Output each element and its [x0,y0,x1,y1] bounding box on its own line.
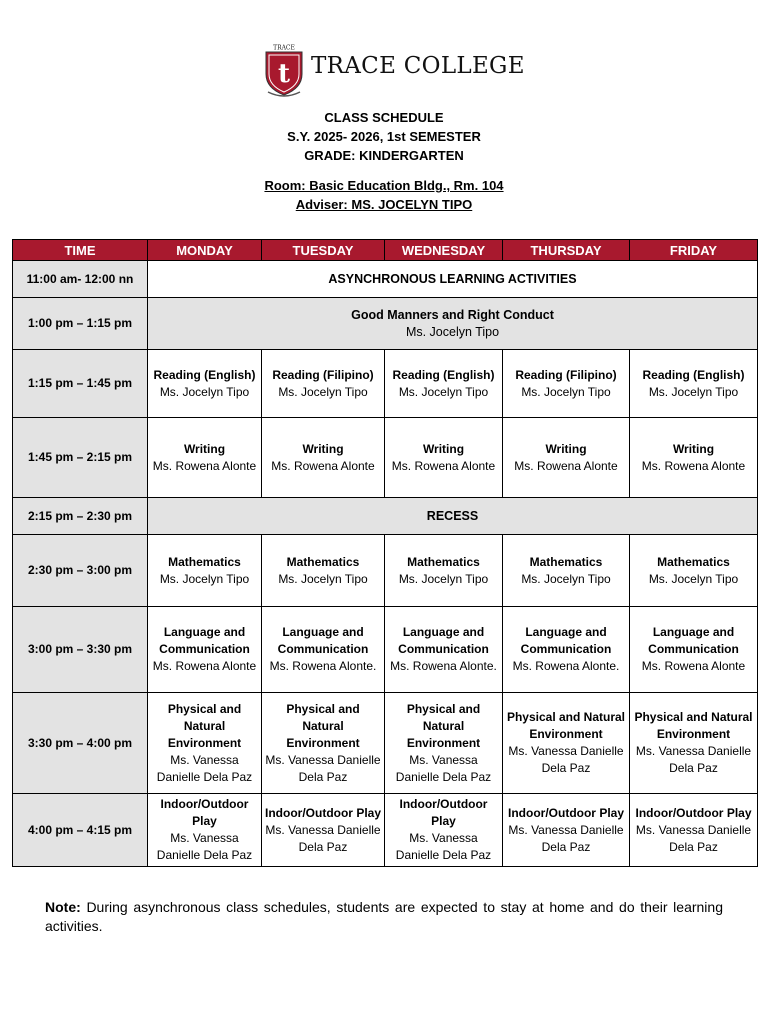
schedule-title: CLASS SCHEDULE [324,110,444,125]
teacher-name: Ms. Vanessa Danielle Dela Paz [395,831,492,862]
subject-name: Mathematics [286,554,360,569]
subject-name: Writing [302,441,344,456]
schedule-cell [630,794,758,867]
teacher-name: Ms. Vanessa Danielle Dela Paz [265,822,381,854]
schedule-cell [503,535,630,607]
subject-name: Physical and Natural Environment [506,710,626,741]
teacher-name: Ms. Jocelyn Tipo [398,384,489,399]
subject-name: Reading (English) [153,367,256,382]
subject-name: RECESS [426,508,479,523]
teacher-name: Ms. Rowena Alonte [514,458,618,473]
schedule-cell [385,693,503,794]
time-cell: 1:00 pm – 1:15 pm [13,298,148,350]
schedule-cell [385,350,503,418]
schedule-cell [148,418,262,498]
table-row [13,498,758,535]
subject-name: Reading (Filipino) [515,367,617,382]
svg-text:TRACE: TRACE [273,44,295,52]
subject-name: ASYNCHRONOUS LEARNING ACTIVITIES [328,271,577,286]
teacher-name: Ms. Jocelyn Tipo [405,324,500,339]
table-row [13,607,758,693]
schedule-cell [385,418,503,498]
teacher-name: Ms. Jocelyn Tipo [648,571,739,586]
teacher-name: Ms. Jocelyn Tipo [648,384,739,399]
grade-level: GRADE: KINDERGARTEN [304,148,464,163]
schedule-cell [262,794,385,867]
subject-name: Physical and Natural Environment [634,710,753,741]
teacher-name: Ms. Rowena Alonte. [269,659,377,673]
schedule-cell [630,418,758,498]
time-cell: 1:15 pm – 1:45 pm [13,350,148,418]
schedule-cell [385,535,503,607]
column-header: MONDAY [148,240,262,261]
note-label: Note: [45,899,81,915]
table-row [13,298,758,350]
schedule-cell [503,693,630,794]
teacher-name: Ms. Vanessa Danielle Dela Paz [508,822,624,854]
schedule-cell [630,350,758,418]
subject-name: Physical and Natural Environment [286,701,360,750]
subject-name: Physical and Natural Environment [406,701,481,750]
schedule-cell [262,693,385,794]
svg-text:t: t [277,59,291,89]
schedule-cell [503,607,630,693]
column-header: FRIDAY [630,240,758,261]
subject-name: Indoor/Outdoor Play [508,805,624,820]
teacher-name: Ms. Vanessa Danielle Dela Paz [395,752,492,784]
schedule-cell [148,607,262,693]
schedule-cell [148,693,262,794]
subject-name: Writing [672,441,715,456]
teacher-name: Ms. Vanessa Danielle Dela Paz [508,744,624,775]
time-cell: 2:30 pm – 3:00 pm [13,535,148,607]
time-cell: 2:15 pm – 2:30 pm [13,498,148,535]
teacher-name: Ms. Rowena Alonte [641,659,746,673]
time-cell: 3:00 pm – 3:30 pm [13,607,148,693]
time-cell: 11:00 am- 12:00 nn [13,261,148,298]
schedule-cell [262,350,385,418]
subject-name: Reading (English) [392,367,495,382]
note-text: During asynchronous class schedules, students are expected to stay at home and do their learning activities. [45,899,723,934]
teacher-name: Ms. Jocelyn Tipo [521,384,611,399]
subject-name: Reading (Filipino) [272,367,374,382]
teacher-name: Ms. Jocelyn Tipo [159,384,250,399]
column-header: TUESDAY [262,240,385,261]
schedule-cell [385,607,503,693]
teacher-name: Ms. Rowena Alonte [152,458,257,473]
table-row [13,794,758,867]
time-cell: 4:00 pm – 4:15 pm [13,794,148,867]
school-year: S.Y. 2025- 2026, 1st SEMESTER [287,129,481,144]
teacher-name: Ms. Vanessa Danielle Dela Paz [156,831,253,862]
subject-name: Writing [422,441,465,456]
subject-name: Language and Communication [520,625,612,656]
note-paragraph [45,898,723,936]
table-row [13,261,758,298]
teacher-name: Ms. Vanessa Danielle Dela Paz [156,752,253,784]
subject-name: Indoor/Outdoor Play [635,805,752,820]
teacher-name: Ms. Rowena Alonte [271,458,375,473]
teacher-name: Ms. Rowena Alonte. [390,659,497,673]
subject-name: Indoor/Outdoor Play [399,797,488,828]
table-row [13,693,758,794]
table-header-row [13,240,758,261]
subject-name: Indoor/Outdoor Play [265,805,381,820]
teacher-name: Ms. Rowena Alonte [641,458,746,473]
schedule-cell [503,794,630,867]
teacher-name: Ms. Vanessa Danielle Dela Paz [635,744,752,775]
schedule-cell [262,607,385,693]
subject-name: Mathematics [657,554,730,569]
subject-name: Language and Communication [648,625,739,656]
college-name: TRACE COLLEGE [311,53,525,79]
teacher-name: Ms. Jocelyn Tipo [159,571,250,586]
table-row [13,535,758,607]
teacher-name: Ms. Jocelyn Tipo [398,571,489,586]
subject-name: Writing [183,441,226,456]
schedule-cell [148,535,262,607]
table-row [13,418,758,498]
schedule-cell [630,535,758,607]
subject-name: Language and Communication [398,625,489,656]
teacher-name: Ms. Rowena Alonte. [512,659,620,673]
schedule-cell [148,498,758,535]
schedule-cell [630,693,758,794]
schedule-cell [262,535,385,607]
teacher-name: Ms. Jocelyn Tipo [278,384,368,399]
room-info: Room: Basic Education Bldg., Rm. 104 [264,178,504,193]
adviser-info: Adviser: MS. JOCELYN TIPO [295,197,473,212]
schedule-cell [148,298,758,350]
column-header: THURSDAY [503,240,630,261]
subject-name: Writing [545,441,587,456]
subject-name: Physical and Natural Environment [167,701,242,750]
teacher-name: Ms. Rowena Alonte [391,458,496,473]
column-header: TIME [13,240,148,261]
schedule-cell [148,794,262,867]
subject-name: Mathematics [407,554,480,569]
schedule-header [0,108,768,214]
teacher-name: Ms. Jocelyn Tipo [521,571,611,586]
schedule-cell [262,418,385,498]
teacher-name: Ms. Vanessa Danielle Dela Paz [635,822,752,854]
table-row [13,350,758,418]
schedule-cell [148,350,262,418]
teacher-name: Ms. Rowena Alonte [152,659,257,673]
subject-name: Mathematics [529,554,603,569]
schedule-cell [385,794,503,867]
time-cell: 3:30 pm – 4:00 pm [13,693,148,794]
teacher-name: Ms. Jocelyn Tipo [278,571,368,586]
column-header: WEDNESDAY [385,240,503,261]
schedule-cell [503,418,630,498]
college-logo [0,44,768,100]
schedule-cell [503,350,630,418]
subject-name: Reading (English) [642,367,745,382]
teacher-name: Ms. Vanessa Danielle Dela Paz [265,752,381,784]
schedule-cell [630,607,758,693]
time-cell: 1:45 pm – 2:15 pm [13,418,148,498]
shield-emblem-icon [262,44,306,98]
subject-name: Mathematics [168,554,241,569]
schedule-cell [148,261,758,298]
subject-name: Indoor/Outdoor Play [160,797,249,828]
subject-name: Good Manners and Right Conduct [351,307,554,322]
subject-name: Language and Communication [159,625,250,656]
subject-name: Language and Communication [277,625,369,656]
schedule-table [12,239,758,867]
